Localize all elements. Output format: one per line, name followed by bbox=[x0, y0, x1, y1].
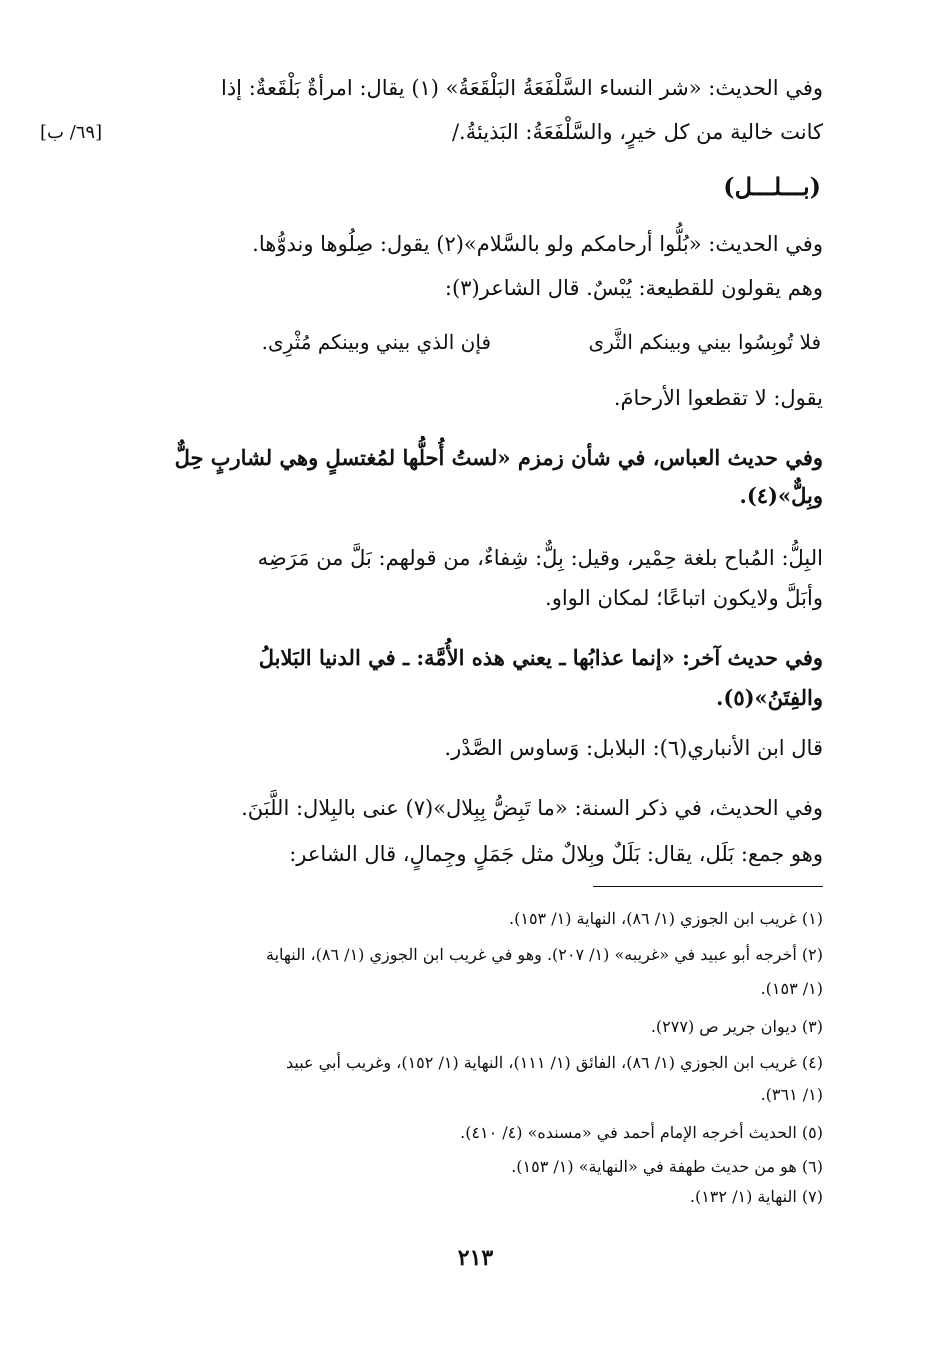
page-number: ٢١٣ bbox=[457, 1245, 494, 1271]
footnote-4: (٤) غريب ابن الجوزي (١/ ٨٦)، الفائق (١/ ١١١)، النهاية (١/ ١٥٢)، وغريب أبي عبيد bbox=[285, 1053, 823, 1072]
body-line-13: وفي الحديث، في ذكر السنة: «ما تَبِضُّ بِبِلال»(٧) عنى بالبِلال: اللَّبَنَ. bbox=[241, 796, 823, 820]
footnote-6: (٦) هو من حديث طهفة في «النهاية» (١/ ١٥٣). bbox=[511, 1157, 823, 1176]
body-line-12: قال ابن الأنباري(٦): البلابل: وَساوس الصَّدْر. bbox=[444, 736, 823, 760]
footnote-separator bbox=[593, 886, 823, 887]
footnote-3: (٣) ديوان جرير ص (٢٧٧). bbox=[650, 1017, 823, 1036]
footnote-5: (٥) الحديث أخرجه الإمام أحمد في «مسنده» (٤/ ٤١٠). bbox=[460, 1123, 823, 1142]
body-line-10: وفي حديث آخر: «إنما عذابُها ـ يعني هذه الأُمَّة: ـ في الدنيا البَلابلُ bbox=[258, 645, 823, 670]
body-line-2: كانت خالية من كل خيرٍ، والسَّلْفَعَةُ: البَذيئةُ./ bbox=[451, 120, 823, 144]
verse-hemistich-1: فلا تُوبِسُوا بيني وبينكم الثَّرى bbox=[588, 330, 821, 354]
body-line-3: وفي الحديث: «بُلُّوا أرحامكم ولو بالسَّلام»(٢) يقول: صِلُوها وندوُّها. bbox=[252, 232, 823, 256]
footnote-2: (٢) أخرجه أبو عبيد في «غريبه» (١/ ٢٠٧). وهو في غريب ابن الجوزي (١/ ٨٦)، النهاية bbox=[265, 945, 823, 964]
body-line-9: وأبَلَّ ولايكون اتباعًا؛ لمكان الواو. bbox=[545, 586, 823, 610]
footnote-2-cont: (١/ ١٥٣). bbox=[760, 979, 823, 998]
body-line-11: والفِتَنُ»(٥). bbox=[716, 685, 823, 710]
verse-hemistich-2: فإن الذي بيني وبينكم مُثْرِى. bbox=[261, 330, 491, 354]
section-heading: (بـــلـــل) bbox=[723, 172, 821, 201]
body-line-7: وبِلٌّ»(٤). bbox=[739, 483, 823, 508]
body-line-4: وهم يقولون للقطيعة: يُبْسٌ. قال الشاعر(٣): bbox=[444, 276, 823, 300]
margin-folio-reference: [٦٩/ ب] bbox=[40, 122, 103, 143]
footnote-1: (١) غريب ابن الجوزي (١/ ٨٦)، النهاية (١/ ١٥٣). bbox=[509, 909, 823, 928]
footnote-7: (٧) النهاية (١/ ١٣٢). bbox=[689, 1187, 823, 1206]
body-line-1: وفي الحديث: «شر النساء السَّلْفَعَةُ البَلْقَعَةُ» (١) يقال: امرأةٌ بَلْقَعةٌ: إذا bbox=[221, 76, 823, 100]
body-line-14: وهو جمع: بَلَل، يقال: بَلَلٌ وبِلالٌ مثل جَمَلٍ وجِمالٍ، قال الشاعر: bbox=[289, 842, 823, 866]
body-line-5: يقول: لا تقطعوا الأرحامَ. bbox=[613, 386, 823, 410]
body-line-8: البِلُّ: المُباح بلغة حِمْير، وقيل: بِلٌّ: شِفاءٌ، من قولهم: بَلَّ من مَرَضِه bbox=[257, 546, 823, 570]
body-line-6: وفي حديث العباس، في شأن زمزم «لستُ أُحلُّها لمُغتسلٍ وهي لشاربٍ حِلٌّ bbox=[174, 445, 823, 470]
footnote-4-cont: (١/ ٣٦١). bbox=[760, 1085, 823, 1104]
